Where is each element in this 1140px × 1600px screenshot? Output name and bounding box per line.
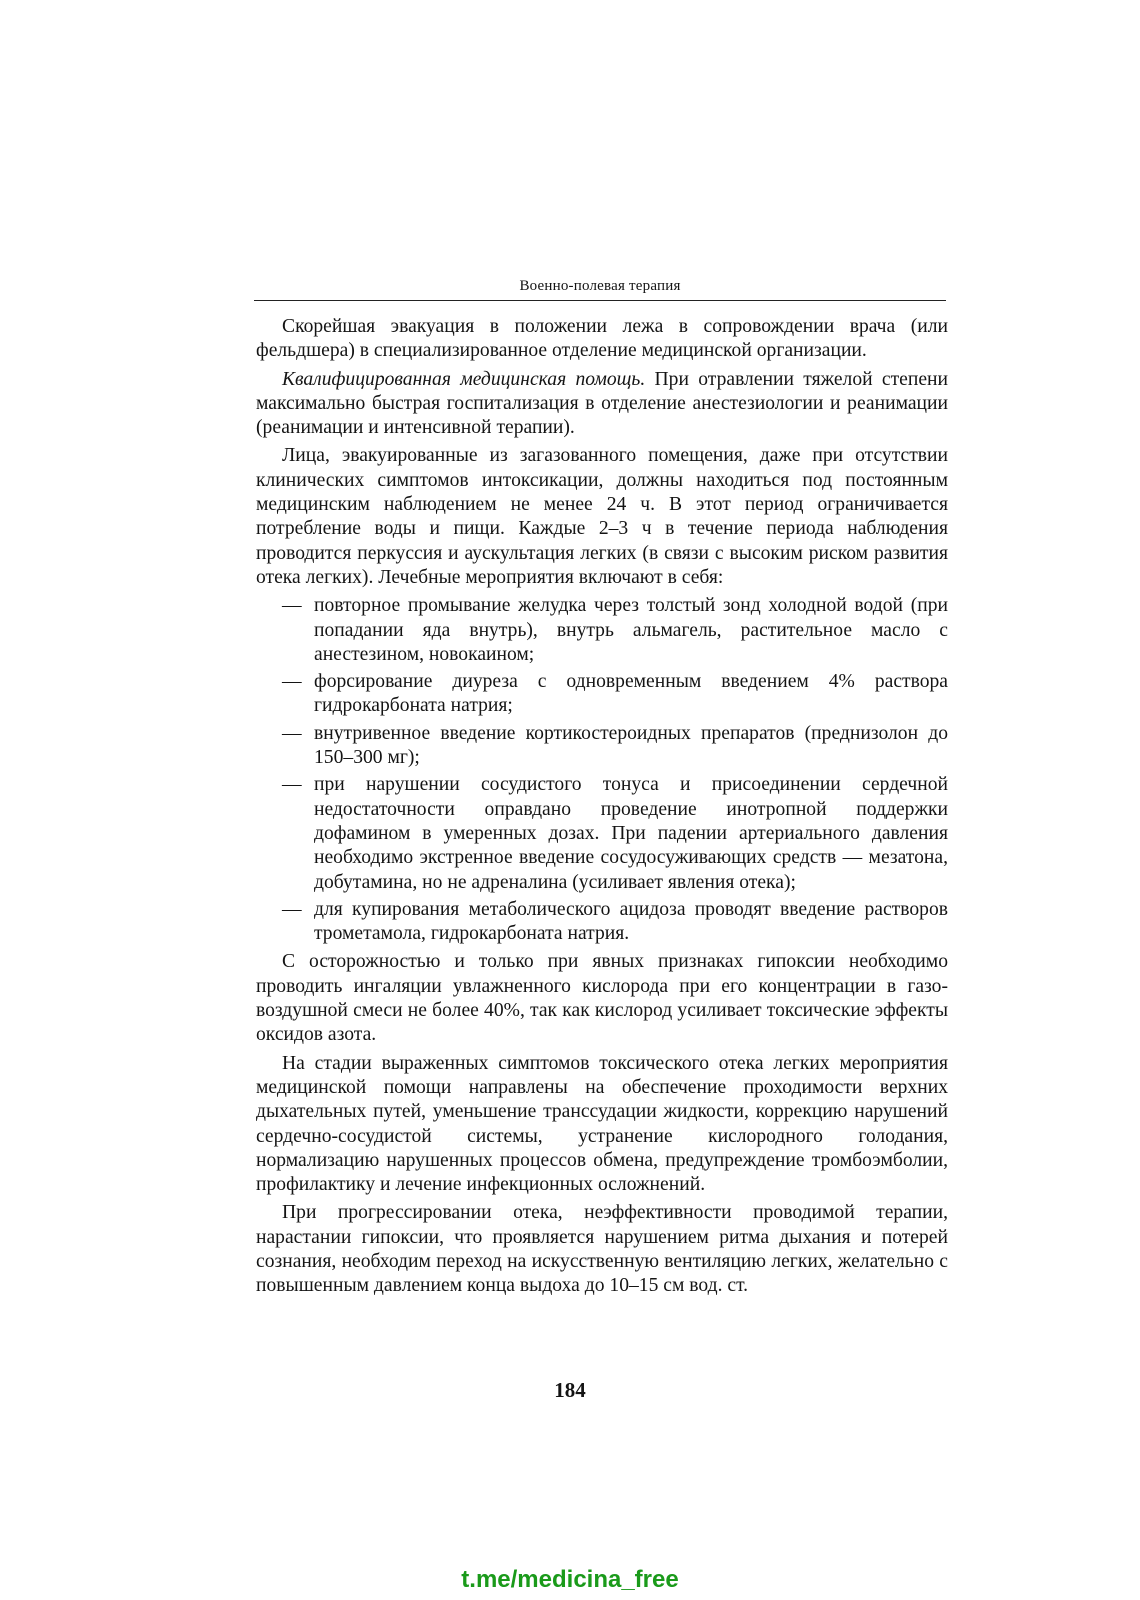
paragraph-observation: Лица, эвакуированные из загазованного помещения, даже при отсутствии клинических симптомов интоксикации, должны находиться под постоянным медицинским наблюдением не менее 24 ч. В этот период ограничивается потребление воды и пищи. Каждые 2–3 ч в течение периода наблюдения проводится перкуссия и аускультация легких (в связи с высоким риском развития отека легких). Лечебные мероприятия включают в себя:	[256, 445, 948, 588]
list-item-text: для купирования метаболического ацидоза проводят введение растворов трометамола, гидрокарбоната натрия.	[314, 898, 948, 945]
list-dash: —	[282, 898, 302, 920]
list-item	[256, 594, 948, 667]
list-dash: —	[282, 774, 302, 796]
list-item-text: форсирование диуреза с одновременным введением 4% раствора гидрокарбоната натрия;	[314, 671, 948, 717]
list-item	[256, 670, 948, 719]
list-dash: —	[282, 671, 302, 693]
paragraph-qualified-care-text: При отравлении тяжелой степени максимально быстрая госпитализация в отделение анестезиологии и реанимации (реанимации и интенсивной терапии).	[256, 368, 948, 439]
running-head: Военно-полевая терапия	[519, 278, 681, 294]
paragraph-oxygen: С осторожностью и только при явных признаках гипоксии необходимо проводить ингаляции увлажненного кислорода при его концентрации в газо-воздушной смеси не более 40%, так как кислород усиливает токсические эффекты оксидов азота.	[256, 951, 948, 1046]
list-item	[256, 722, 948, 771]
section-heading-italic: Квалифицированная медицинская помощь.	[282, 368, 646, 390]
paragraph-ventilation: При прогрессировании отека, неэффективности проводимой терапии, нарастании гипоксии, что проявляется нарушением ритма дыхания и потерей сознания, необходим переход на искусственную вентиляцию легких, желательно с повышенным давлением конца выдоха до 10–15 см вод. ст.	[256, 1202, 948, 1297]
body-text	[256, 315, 948, 1303]
list-dash: —	[282, 595, 302, 617]
list-item	[256, 898, 948, 947]
page-number: 184	[554, 1378, 586, 1402]
paragraph-qualified-care	[256, 368, 948, 441]
paragraph-edema-stage: На стадии выраженных симптомов токсического отека легких мероприятия медицинской помощи направлены на обеспечение проходимости верхних дыхательных путей, уменьшение транссудации жидкости, коррекцию нарушений сердечно-сосудистой системы, устранение кислородного голодания, нормализацию нарушенных процессов обмена, предупреждение тромбоэмболии, профилактику и лечение инфекционных осложнений.	[256, 1052, 948, 1196]
list-item-text: при нарушении сосудистого тонуса и присоединении сердечной недостаточности оправдано проведение инотропной поддержки дофамином в умеренных дозах. При падении артериального давления необходимо экстренное введение сосудосуживающих средств — мезатона, добутамина, но не адреналина (усиливает явления отека);	[314, 774, 948, 893]
list-item	[256, 773, 948, 894]
treatment-list	[256, 594, 948, 946]
list-dash: —	[282, 722, 302, 744]
list-item-text: повторное промывание желудка через толстый зонд холодной водой (при попадании яда внутрь), внутрь альмагель, растительное масло с анестезином, новокаином;	[314, 595, 948, 665]
header-rule	[254, 300, 946, 301]
watermark-link[interactable]: t.me/medicina_free	[461, 1566, 679, 1593]
list-item-text: внутривенное введение кортикостероидных препаратов (преднизолон до 150–300 мг);	[314, 722, 948, 769]
paragraph-evacuation: Скорейшая эвакуация в положении лежа в сопровождении врача (или фельдшера) в специализированное отделение медицинской организации.	[256, 316, 948, 362]
